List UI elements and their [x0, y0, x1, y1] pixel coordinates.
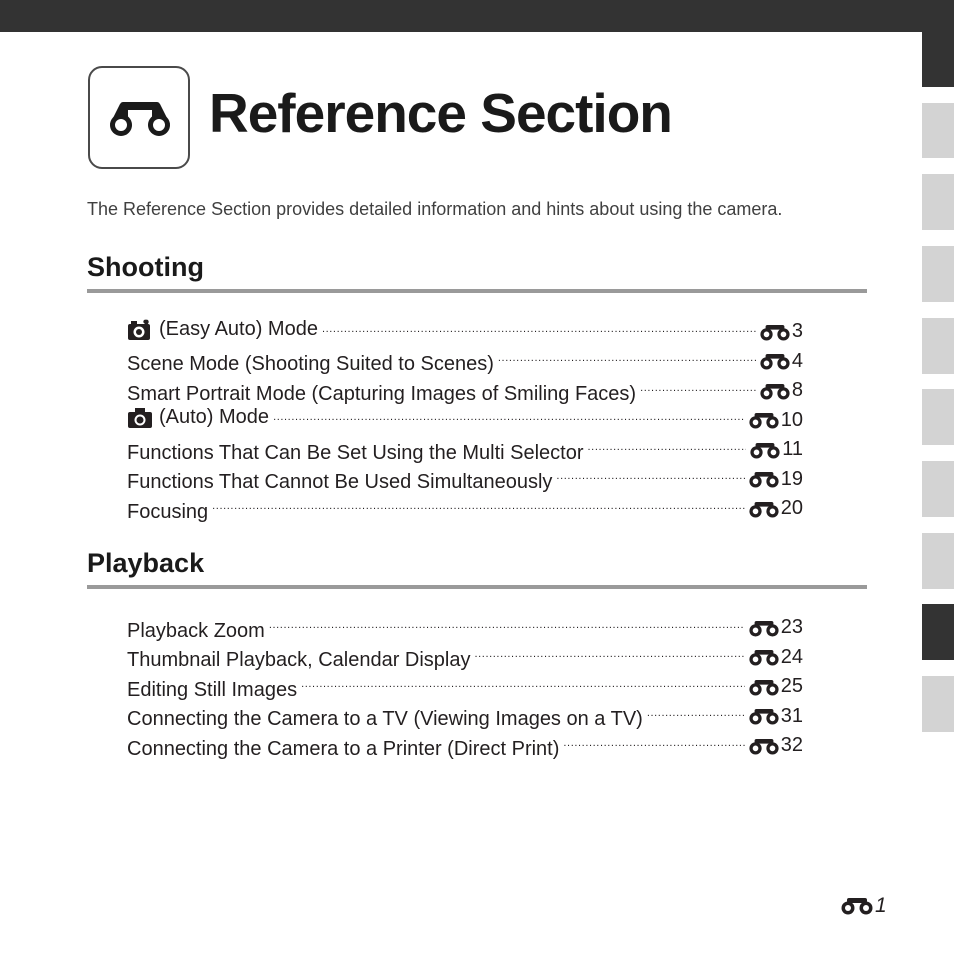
binoculars-icon [106, 98, 174, 138]
toc-entry-label [127, 403, 269, 433]
chapter-tab[interactable] [922, 32, 954, 87]
dot-leader [322, 311, 756, 341]
chapter-tab[interactable] [922, 533, 954, 589]
toc-entry-text: Thumbnail Playback, Calendar Display [127, 649, 471, 671]
dot-leader [301, 666, 745, 696]
toc-page-number: 11 [782, 438, 803, 461]
reference-section-icon [759, 353, 791, 370]
auto-mode-camera-icon [127, 407, 153, 429]
toc-page-number: 23 [780, 616, 803, 639]
chapter-tab[interactable] [922, 174, 954, 230]
section-rule [87, 289, 867, 293]
toc-entry-label [127, 735, 559, 765]
toc-page-ref [748, 702, 803, 732]
toc-page-number: 4 [791, 349, 803, 372]
toc-page-ref [759, 347, 803, 377]
toc-entry[interactable] [127, 341, 803, 375]
reference-section-icon [748, 738, 780, 755]
toc-entry[interactable] [127, 400, 803, 430]
toc-page-number: 8 [791, 379, 803, 402]
section-heading-shooting: Shooting [87, 252, 204, 282]
toc-page-number: 3 [791, 320, 803, 343]
toc-page-number: 10 [780, 408, 803, 431]
reference-section-icon [748, 501, 780, 518]
toc-entry-text: Connecting the Camera to a TV (Viewing Images on a TV) [127, 708, 643, 730]
toc-page-ref [748, 731, 803, 761]
toc-page-ref [748, 406, 803, 436]
easy-auto-mode-icon [127, 319, 153, 341]
chapter-tab[interactable] [922, 389, 954, 445]
section-rule [87, 585, 867, 589]
toc-entry-text: Connecting the Camera to a Printer (Direct Print) [127, 737, 560, 760]
section-heading-playback: Playback [87, 548, 205, 578]
page-title: Reference Section [209, 82, 672, 144]
toc-page-ref [748, 465, 803, 495]
toc-page-ref [748, 613, 803, 643]
toc-playback [127, 607, 803, 760]
toc-entry-text: Focusing [127, 500, 209, 523]
reference-section-icon [748, 679, 780, 696]
toc-entry-label [127, 617, 265, 647]
chapter-tab[interactable] [922, 461, 954, 517]
reference-section-icon [759, 324, 791, 341]
top-bar [0, 0, 954, 32]
reference-section-icon [748, 708, 780, 725]
toc-entry-text: Functions That Can Be Set Using the Multi Selector [127, 441, 584, 464]
toc-entry[interactable] [127, 488, 803, 523]
dot-leader [498, 341, 756, 371]
toc-entry-text: (Easy Auto) Mode [159, 317, 318, 340]
page-footer [840, 894, 887, 918]
toc-page-number: 24 [780, 645, 803, 668]
dot-leader [273, 400, 745, 430]
toc-shooting [127, 311, 803, 523]
toc-entry-label [127, 439, 584, 469]
toc-entry-text: Playback Zoom [127, 619, 265, 642]
reference-section-icon [749, 442, 781, 459]
toc-page-number: 31 [780, 704, 803, 727]
chapter-tab[interactable] [922, 103, 954, 158]
toc-entry-text: Editing Still Images [127, 678, 298, 701]
chapter-tab[interactable] [922, 676, 954, 732]
intro-text: The Reference Section provides detailed information and hints about using the camera. [87, 199, 783, 219]
toc-page-number: 19 [780, 467, 803, 490]
toc-entry[interactable] [127, 429, 803, 464]
reference-section-icon [748, 471, 780, 488]
toc-entry-text: Smart Portrait Mode (Capturing Images of Smiling Faces) [127, 382, 637, 405]
chapter-tab[interactable] [922, 246, 954, 302]
chapter-tab-active[interactable] [922, 604, 954, 660]
reference-section-icon [748, 412, 780, 429]
toc-entry-text: (Auto) Mode [159, 406, 270, 429]
toc-entry-text: Scene Mode (Shooting Suited to Scenes) [127, 353, 494, 375]
dot-leader [269, 607, 745, 637]
toc-entry-label [127, 350, 494, 380]
dot-leader [588, 429, 747, 459]
toc-entry-text: Functions That Cannot Be Used Simultaneously [127, 471, 553, 493]
dot-leader [556, 459, 744, 489]
toc-page-ref [748, 672, 803, 702]
toc-page-ref [759, 376, 803, 406]
toc-page-ref [749, 435, 803, 465]
toc-entry-label [127, 315, 318, 345]
chapter-tab[interactable] [922, 318, 954, 374]
toc-page-number: 32 [780, 734, 803, 757]
reference-section-icon [840, 897, 874, 915]
page-number: 1 [875, 894, 887, 917]
reference-section-badge [88, 66, 190, 169]
toc-page-ref [748, 494, 803, 524]
toc-page-number: 25 [780, 675, 803, 698]
reference-section-icon [748, 649, 780, 666]
toc-page-ref [759, 317, 803, 347]
toc-entry[interactable] [127, 607, 803, 642]
toc-entry-label [127, 498, 208, 528]
dot-leader [640, 370, 756, 400]
toc-entry[interactable] [127, 311, 803, 341]
dot-leader [647, 696, 745, 726]
reference-section-icon [748, 620, 780, 637]
reference-section-icon [759, 383, 791, 400]
dot-leader [212, 488, 745, 518]
toc-page-ref [748, 643, 803, 673]
dot-leader [475, 637, 745, 667]
toc-page-number: 20 [780, 497, 803, 520]
toc-entry-label [127, 676, 297, 706]
dot-leader [563, 725, 744, 755]
